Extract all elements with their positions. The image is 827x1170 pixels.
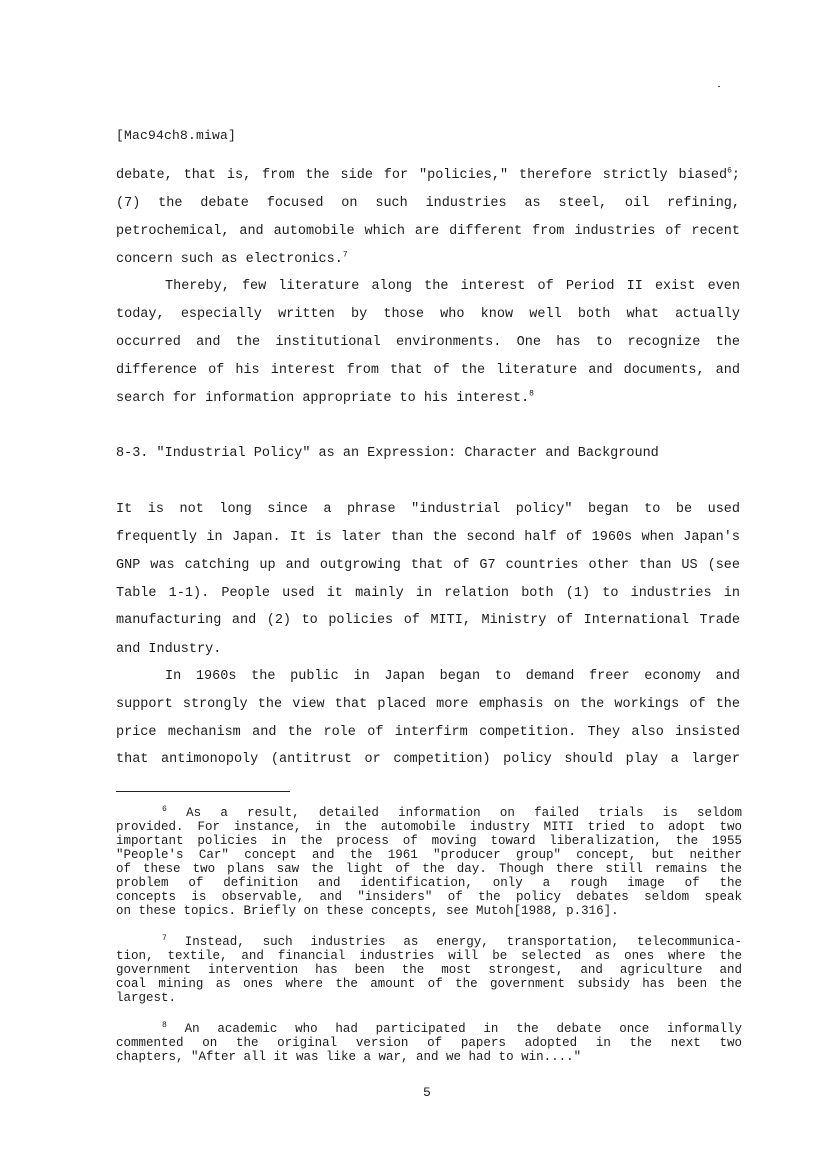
body-line: occurred and the institutional environments. One has to recognize the <box>116 335 740 350</box>
body-line: manufacturing and (2) to policies of MITI, Ministry of International Trade <box>116 613 740 628</box>
footnote-6-line: important policies in the process of moving toward liberalization, the 1955 <box>116 834 742 848</box>
footnote-rule <box>116 791 290 792</box>
footnote-6-line: $^6$ As a result, detailed information on failed trials is seldom <box>162 804 742 820</box>
footnote-6-line: of these two plans saw the light of the day. Though there still remains the <box>116 862 742 876</box>
footnote-mark-6: 6 <box>162 804 167 814</box>
body-line: and Industry. <box>116 642 222 657</box>
footnote-6-line: concepts is observable, and "insiders" of the policy debates seldom speak <box>116 890 742 904</box>
body-line: today, especially written by those who know well both what actually <box>116 307 740 322</box>
body-line: It is not long since a phrase "industrial policy" began to be used <box>116 502 740 517</box>
body-line: debate, that is, from the side for "policies," therefore strictly biased$^6$; <box>116 166 740 183</box>
footnote-mark-7: 7 <box>162 933 167 943</box>
footnote-8-line: commented on the original version of papers adopted in the next two <box>116 1036 742 1050</box>
body-line: search for information appropriate to his interest.$^8$ <box>116 389 534 406</box>
body-line: that antimonopoly (antitrust or competition) policy should play a larger <box>116 752 740 767</box>
section-heading: 8-3. "Industrial Policy" as an Expression: Character and Background <box>116 446 659 461</box>
body-line: In 1960s the public in Japan began to demand freer economy and <box>165 669 740 684</box>
footnote-ref-6: 6 <box>727 166 732 176</box>
body-line: (7) the debate focused on such industries as steel, oil refining, <box>116 196 740 211</box>
footnote-mark-8: 8 <box>162 1020 167 1030</box>
footnote-7-line: $^7$ Instead, such industries as energy, transportation, telecommunica- <box>162 933 742 949</box>
body-line: price mechanism and the role of interfirm competition. They also insisted <box>116 725 740 740</box>
footnote-7-line: largest. <box>116 991 177 1005</box>
footnote-7-line: tion, textile, and financial industries will be selected as ones where the <box>116 949 742 963</box>
body-line: Thereby, few literature along the interest of Period II exist even <box>165 279 740 294</box>
file-label: [Mac94ch8.miwa] <box>116 128 237 143</box>
footnote-6-line: "People's Car" concept and the 1961 "producer group" concept, but neither <box>116 848 742 862</box>
footnote-6-line: provided. For instance, in the automobile industry MITI tried to adopt two <box>116 820 742 834</box>
footnote-8-line: $^8$ An academic who had participated in the debate once informally <box>162 1020 742 1036</box>
scan-mark <box>718 86 720 87</box>
footnote-ref-7: 7 <box>342 250 348 260</box>
body-line: Table 1-1). People used it mainly in relation both (1) to industries in <box>116 586 740 601</box>
footnote-6-line: on these topics. Briefly on these concepts, see Mutoh[1988, p.316]. <box>116 904 619 918</box>
footnote-ref-8: 8 <box>529 389 534 399</box>
body-line: support strongly the view that placed more emphasis on the workings of the <box>116 697 740 712</box>
body-line: frequently in Japan. It is later than the second half of 1960s when Japan's <box>116 530 740 545</box>
body-line: GNP was catching up and outgrowing that of G7 countries other than US (see <box>116 558 740 573</box>
footnote-7-line: government intervention has been the most strongest, and agriculture and <box>116 963 742 977</box>
footnote-8-line: chapters, "After all it was like a war, and we had to win...." <box>116 1050 582 1064</box>
body-line: concern such as electronics.$^7$ <box>116 250 348 267</box>
footnote-7-line: coal mining as ones where the amount of the government subsidy has been the <box>116 977 742 991</box>
page-number: 5 <box>423 1085 431 1100</box>
footnote-6-line: problem of definition and identification, only a rough image of the <box>116 876 742 890</box>
body-line: petrochemical, and automobile which are different from industries of recent <box>116 224 740 239</box>
body-line: difference of his interest from that of the literature and documents, and <box>116 363 740 378</box>
